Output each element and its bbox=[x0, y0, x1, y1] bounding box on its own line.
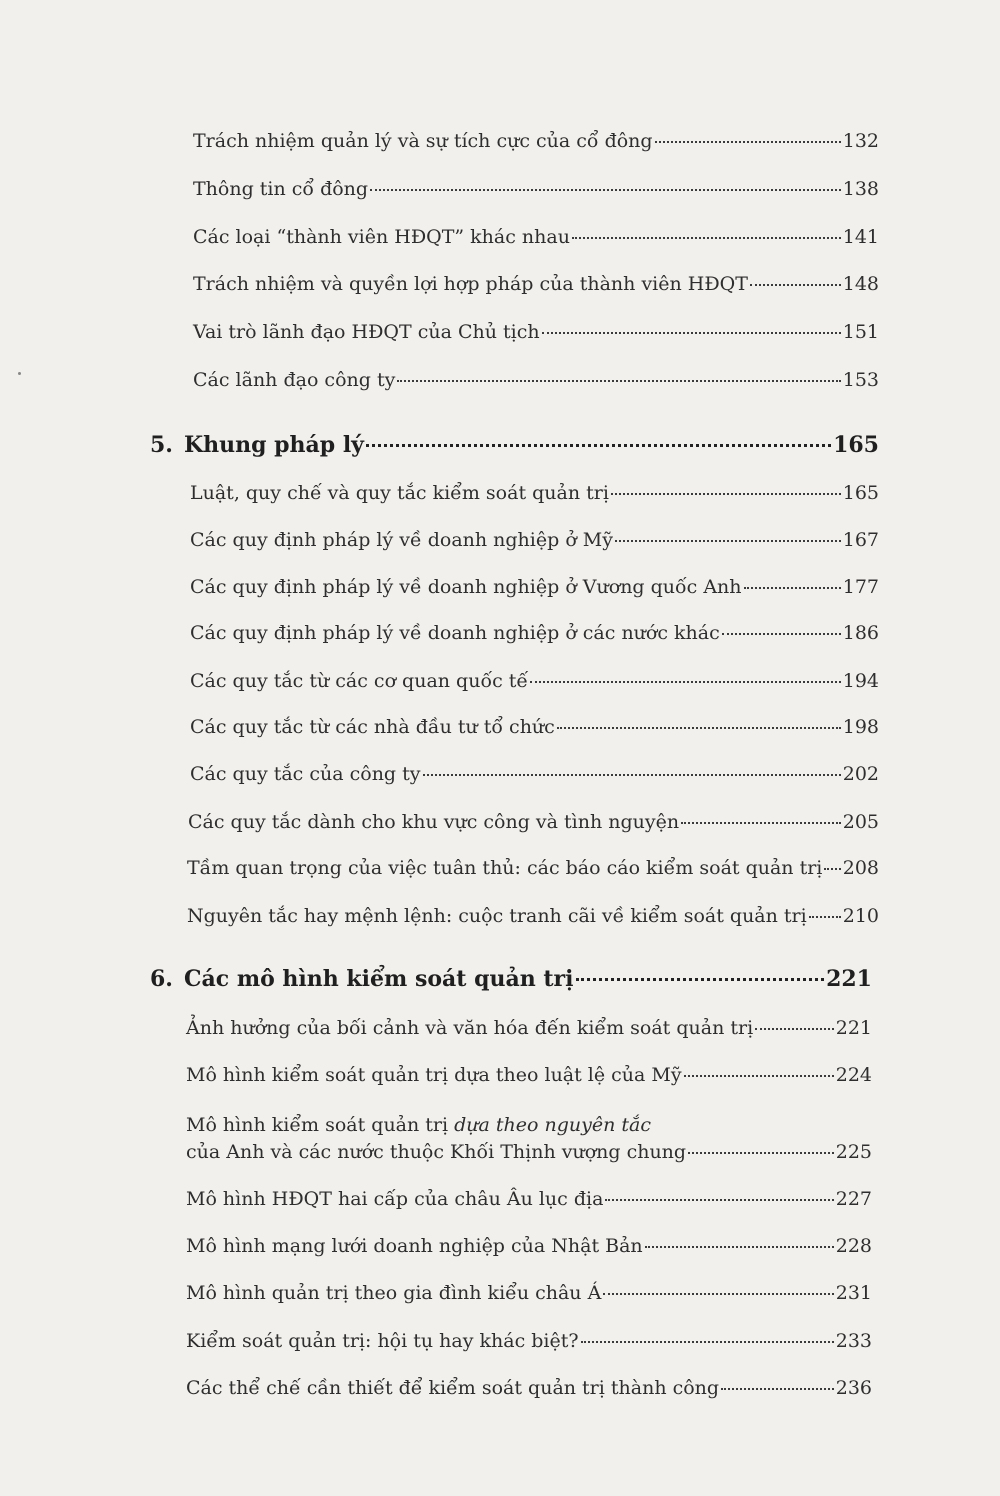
toc-entry-title: Các thể chế cần thiết để kiểm soát quản trị thành công bbox=[186, 1377, 720, 1399]
toc-entry[interactable] bbox=[190, 670, 879, 692]
dot-leader bbox=[722, 633, 841, 635]
chapter-number: 5. bbox=[150, 432, 173, 458]
title-line1-plain: Mô hình kiểm soát quản trị bbox=[186, 1114, 455, 1136]
dot-leader bbox=[542, 332, 841, 334]
dot-leader bbox=[824, 868, 840, 870]
chapter-title bbox=[150, 432, 364, 458]
toc-entry-page: 202 bbox=[842, 763, 879, 785]
dot-leader bbox=[755, 1028, 834, 1030]
toc-entry[interactable] bbox=[193, 273, 879, 295]
toc-entry-title: Các quy tắc của công ty bbox=[190, 763, 421, 785]
dot-leader bbox=[366, 444, 831, 447]
dot-leader bbox=[370, 189, 841, 191]
dot-leader bbox=[605, 1199, 833, 1201]
toc-entry-title: Nguyên tắc hay mệnh lệnh: cuộc tranh cãi về kiểm soát quản trị bbox=[187, 905, 807, 927]
dot-leader bbox=[603, 1293, 833, 1295]
toc-entry[interactable] bbox=[187, 905, 879, 927]
toc-entry-page: 233 bbox=[835, 1330, 872, 1352]
toc-entry-page: 177 bbox=[842, 576, 879, 598]
toc-entry-title: Các quy tắc từ các nhà đầu tư tổ chức bbox=[190, 716, 555, 738]
toc-entry-title: Kiểm soát quản trị: hội tụ hay khác biệt? bbox=[186, 1330, 579, 1352]
toc-entry[interactable] bbox=[193, 369, 879, 391]
dot-leader bbox=[655, 141, 841, 143]
toc-entry-page: 167 bbox=[842, 529, 879, 551]
toc-entry-title: Các quy tắc dành cho khu vực công và tình nguyện bbox=[188, 811, 680, 833]
dot-leader bbox=[645, 1246, 834, 1248]
toc-entry-page: 148 bbox=[842, 273, 879, 295]
toc-entry-title: Tầm quan trọng của việc tuân thủ: các báo cáo kiểm soát quản trị bbox=[187, 857, 823, 879]
toc-entry[interactable] bbox=[190, 576, 879, 598]
dot-leader bbox=[423, 774, 841, 776]
toc-entry-title: Các quy định pháp lý về doanh nghiệp ở các nước khác bbox=[190, 622, 720, 644]
toc-entry[interactable] bbox=[190, 529, 879, 551]
toc-entry-title: Trách nhiệm và quyền lợi hợp pháp của thành viên HĐQT bbox=[193, 273, 748, 295]
toc-entry[interactable] bbox=[188, 811, 879, 833]
toc-entry-page: 225 bbox=[835, 1141, 872, 1163]
toc-entry-title: Mô hình kiểm soát quản trị dựa theo luật lệ của Mỹ bbox=[186, 1064, 682, 1086]
dot-leader bbox=[576, 978, 825, 981]
toc-entry[interactable] bbox=[190, 716, 879, 738]
toc-entry-page: 198 bbox=[842, 716, 879, 738]
dot-leader bbox=[581, 1341, 834, 1343]
dot-leader bbox=[572, 237, 841, 239]
toc-entry-page: 227 bbox=[835, 1188, 872, 1210]
toc-entry-page: 194 bbox=[842, 670, 879, 692]
toc-entry-title: Trách nhiệm quản lý và sự tích cực của cổ đông bbox=[193, 130, 653, 152]
dot-leader bbox=[750, 284, 841, 286]
toc-entry-page: 186 bbox=[842, 622, 879, 644]
toc-entry-title: Ảnh hưởng của bối cảnh và văn hóa đến kiểm soát quản trị bbox=[186, 1017, 754, 1039]
dot-leader bbox=[615, 540, 841, 542]
toc-entry-title: Các quy định pháp lý về doanh nghiệp ở Vương quốc Anh bbox=[190, 576, 742, 598]
dot-leader bbox=[530, 681, 841, 683]
dot-leader bbox=[684, 1075, 834, 1077]
dot-leader bbox=[397, 380, 840, 382]
toc-entry-page: 208 bbox=[842, 857, 879, 879]
chapter-title-text: Các mô hình kiểm soát quản trị bbox=[184, 966, 574, 992]
chapter-heading[interactable] bbox=[150, 432, 879, 458]
toc-entry[interactable] bbox=[186, 1017, 872, 1039]
chapter-number: 6. bbox=[150, 966, 173, 992]
toc-entry-title: Các lãnh đạo công ty bbox=[193, 369, 396, 391]
dot-leader bbox=[557, 727, 841, 729]
toc-entry-page: 138 bbox=[842, 178, 879, 200]
toc-entry-page: 141 bbox=[842, 226, 879, 248]
toc-entry-page: 221 bbox=[835, 1017, 872, 1039]
toc-entry[interactable] bbox=[186, 1282, 872, 1304]
toc-entry[interactable] bbox=[186, 1114, 872, 1163]
toc-entry[interactable] bbox=[186, 1330, 872, 1352]
toc-entry[interactable] bbox=[193, 321, 879, 343]
chapter-page: 221 bbox=[826, 966, 872, 992]
toc-entry-page: 224 bbox=[835, 1064, 872, 1086]
toc-entry-page: 153 bbox=[842, 369, 879, 391]
chapter-title-text: Khung pháp lý bbox=[184, 432, 364, 458]
toc-entry[interactable] bbox=[193, 226, 879, 248]
dot-leader bbox=[744, 587, 841, 589]
toc-entry[interactable] bbox=[186, 1377, 872, 1399]
toc-entry[interactable] bbox=[190, 622, 879, 644]
chapter-heading[interactable] bbox=[150, 966, 872, 992]
chapter-page: 165 bbox=[833, 432, 879, 458]
toc-entry[interactable] bbox=[190, 763, 879, 785]
toc-entry-title: Luật, quy chế và quy tắc kiểm soát quản trị bbox=[190, 482, 609, 504]
toc-entry-title: của Anh và các nước thuộc Khối Thịnh vượng chung bbox=[186, 1141, 687, 1163]
title-line1-italic: dựa theo nguyên tắc bbox=[454, 1114, 651, 1136]
toc-entry-title-line1 bbox=[186, 1114, 651, 1136]
toc-entry-page: 228 bbox=[835, 1235, 872, 1257]
toc-entry[interactable] bbox=[190, 482, 879, 504]
toc-entry-page: 210 bbox=[842, 905, 879, 927]
dot-leader bbox=[721, 1388, 834, 1390]
toc-entry-title: Vai trò lãnh đạo HĐQT của Chủ tịch bbox=[193, 321, 540, 343]
toc-entry[interactable] bbox=[186, 1188, 872, 1210]
toc-entry-page: 231 bbox=[835, 1282, 872, 1304]
dot-leader bbox=[681, 822, 841, 824]
toc-entry-page: 132 bbox=[842, 130, 879, 152]
toc-entry-title: Mô hình HĐQT hai cấp của châu Âu lục địa bbox=[186, 1188, 604, 1210]
toc-entry-title: Các quy định pháp lý về doanh nghiệp ở Mỹ bbox=[190, 529, 613, 551]
dot-leader bbox=[688, 1152, 834, 1154]
toc-entry[interactable] bbox=[187, 857, 879, 879]
toc-entry[interactable] bbox=[193, 130, 879, 152]
dot-leader bbox=[809, 916, 841, 918]
toc-entry-page: 165 bbox=[842, 482, 879, 504]
toc-entry-page: 151 bbox=[842, 321, 879, 343]
toc-entry-title: Mô hình mạng lưới doanh nghiệp của Nhật Bản bbox=[186, 1235, 643, 1257]
dot-leader bbox=[611, 493, 841, 495]
toc-entry-title: Thông tin cổ đông bbox=[193, 178, 369, 200]
chapter-title bbox=[150, 966, 574, 992]
toc-entry[interactable] bbox=[193, 178, 879, 200]
toc-entry-title: Mô hình quản trị theo gia đình kiểu châu Á bbox=[186, 1282, 602, 1304]
toc-entry-page: 205 bbox=[842, 811, 879, 833]
toc-entry-title: Các quy tắc từ các cơ quan quốc tế bbox=[190, 670, 529, 692]
toc-entry-page: 236 bbox=[835, 1377, 872, 1399]
toc-entry[interactable] bbox=[186, 1235, 872, 1257]
toc-entry[interactable] bbox=[186, 1064, 872, 1086]
toc-entry-title: Các loại “thành viên HĐQT” khác nhau bbox=[193, 226, 570, 248]
